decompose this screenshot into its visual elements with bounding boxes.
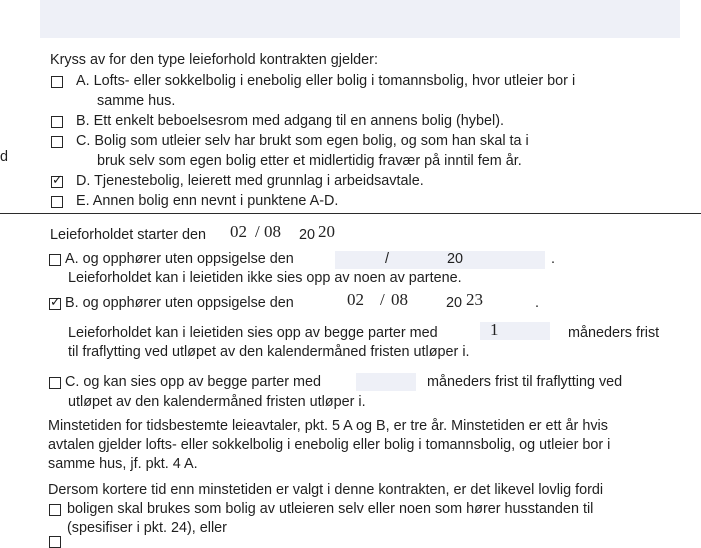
period-c-post: måneders frist til fraflytting ved <box>427 374 623 390</box>
period-b-checkbox[interactable] <box>49 294 61 310</box>
margin-letter: d <box>0 149 9 165</box>
period-a-dot: . <box>551 251 555 267</box>
period-b-year[interactable]: 23 <box>466 290 483 309</box>
shorter-intro: Dersom kortere tid enn minstetiden er valgt i denne kontrakten, er det likevel lovlig fordi <box>48 482 604 498</box>
period-b-century: 20 <box>446 295 463 311</box>
type-a-line1: A. Lofts- eller sokkelbolig i enebolig eller bolig i tomannsbolig, hvor utleier bor i <box>76 73 576 89</box>
top-field-strip <box>40 0 680 38</box>
start-month[interactable]: 08 <box>264 222 281 241</box>
period-b-notice-post: måneders frist <box>568 325 660 341</box>
type-c-line1: C. Bolig som utleier selv har brukt som egen bolig, og som han skal ta i <box>76 133 529 149</box>
period-a-date-field[interactable] <box>335 251 545 269</box>
period-b-line3: til fraflytting ved utløpet av den kalendermåned fristen utløper i. <box>68 344 470 360</box>
type-c-line2: bruk selv som egen bolig etter et midlertidig fravær på inntil fem år. <box>97 153 522 169</box>
start-year[interactable]: 20 <box>318 222 335 241</box>
start-day[interactable]: 02 <box>230 222 247 241</box>
period-a-line1: A. og opphører uten oppsigelse den <box>65 251 294 267</box>
shorter-opt1-line2: (spesifiser i pkt. 24), eller <box>67 520 227 536</box>
min-time-line1: Minstetiden for tidsbestemte leieavtaler, pkt. 5 A og B, er tre år. Minstetiden er ett år hvis <box>48 418 608 434</box>
shorter-opt1-checkbox[interactable] <box>49 504 61 516</box>
start-century: 20 <box>299 227 316 243</box>
shorter-opt1-line1: boligen skal brukes som bolig av utleieren selv eller noen som hører husstanden til <box>67 501 594 517</box>
start-sep: / <box>255 222 260 241</box>
period-b-day[interactable]: 02 <box>347 290 364 309</box>
period-a-line2: Leieforholdet kan i leietiden ikke sies opp av noen av partene. <box>68 270 462 286</box>
type-d-line1: D. Tjenestebolig, leierett med grunnlag i arbeidsavtale. <box>76 173 424 189</box>
section-divider <box>0 213 701 214</box>
type-a-checkbox[interactable] <box>51 76 63 88</box>
checkmark-icon: ✓ <box>50 294 61 309</box>
period-c-pre: C. og kan sies opp av begge parter med <box>65 374 321 390</box>
period-a-slash: / <box>385 251 389 267</box>
period-b-dot: . <box>535 295 539 311</box>
period-c-notice-field[interactable] <box>356 373 416 391</box>
period-b-slash: / <box>380 290 385 309</box>
min-time-line2: avtalen gjelder lofts- eller sokkelbolig i enebolig eller bolig i tomannsbolig, og utleier bor i <box>48 437 611 453</box>
checkmark-icon: ✓ <box>52 172 63 187</box>
type-intro: Kryss av for den type leieforhold kontrakten gjelder: <box>50 52 378 68</box>
type-e-line1: E. Annen bolig enn nevnt i punktene A-D. <box>76 193 339 209</box>
period-c-line2: utløpet av den kalendermåned fristen utløper i. <box>68 394 366 410</box>
type-d-checkbox[interactable] <box>51 172 63 188</box>
period-a-checkbox[interactable] <box>49 254 61 266</box>
type-e-checkbox[interactable] <box>51 196 63 208</box>
type-b-checkbox[interactable] <box>51 116 63 128</box>
period-a-century: 20 <box>447 251 464 267</box>
type-c-checkbox[interactable] <box>51 136 63 148</box>
type-a-line2: samme hus. <box>97 93 176 109</box>
period-c-checkbox[interactable] <box>49 377 61 389</box>
shorter-opt2-checkbox[interactable] <box>49 536 61 548</box>
period-b-line1: B. og opphører uten oppsigelse den <box>65 295 294 311</box>
period-b-notice-pre: Leieforholdet kan i leietiden sies opp av begge parter med <box>68 325 438 341</box>
min-time-line3: samme hus, jf. pkt. 4 A. <box>48 456 198 472</box>
period-b-month[interactable]: 08 <box>391 290 408 309</box>
start-label: Leieforholdet starter den <box>50 227 206 243</box>
period-b-notice-value[interactable]: 1 <box>490 320 499 339</box>
type-b-line1: B. Ett enkelt beboelsesrom med adgang til en annens bolig (hybel). <box>76 113 504 129</box>
